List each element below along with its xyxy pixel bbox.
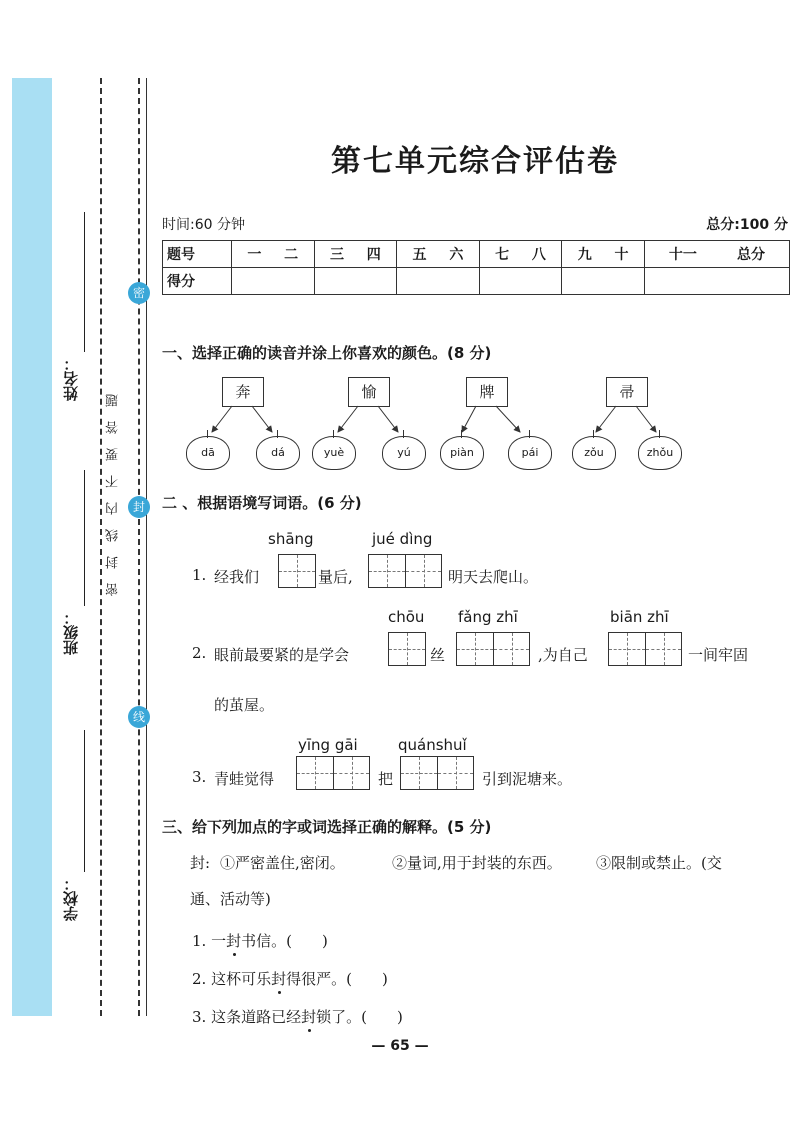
name-field: 姓名： [62,356,80,401]
tian-grid-q1b[interactable] [368,554,442,588]
pinyin-apple-2b[interactable]: yú [382,436,426,470]
q2-1-text-b: 量后, [318,568,353,586]
seal-feng: 封 [128,496,150,518]
score-row-label: 得分 [163,268,232,295]
pinyin-fangzhi: fǎng zhī [458,608,518,626]
definition-3-continuation: 通、活动等) [190,890,271,908]
q2-3-num: 3. [192,768,207,786]
col-3: 三 [329,247,344,263]
col-5: 五 [412,247,427,263]
school-field: 学校： [62,876,80,921]
col-8: 八 [531,247,546,263]
tian-grid-q2a[interactable] [388,632,426,666]
pinyin-shang: shāng [268,530,314,548]
col-1: 一 [247,247,262,263]
score-header-label: 题号 [163,241,232,268]
pinyin-apple-3b[interactable]: pái [508,436,552,470]
pinyin-apple-4b[interactable]: zhǒu [638,436,682,470]
q2-2-text-c: ,为自己 [538,646,588,664]
col-10: 十 [614,247,629,263]
char-box-4: 帚 [606,377,648,407]
col-9: 九 [577,247,592,263]
page-title: 第七单元综合评估卷 [331,144,619,179]
pinyin-apple-1b[interactable]: dá [256,436,300,470]
char-box-1: 奔 [222,377,264,407]
definition-3: ③限制或禁止。(交 [596,854,722,872]
tian-grid-q2c[interactable] [608,632,682,666]
dotted-char-3: 封 [301,1008,317,1026]
q2-2-num: 2. [192,644,207,662]
tian-grid-q1a[interactable] [278,554,316,588]
class-field: 班级： [62,610,80,655]
char-box-3: 牌 [466,377,508,407]
time-limit: 时间:60 分钟 [162,217,245,233]
char-box-2: 愉 [348,377,390,407]
tian-grid-q2b[interactable] [456,632,530,666]
definition-2: ②量词,用于封装的东西。 [392,854,562,872]
seal-notice: 密封线内不要答题 [106,380,121,596]
col-7: 七 [495,247,510,263]
pinyin-apple-3a[interactable]: piàn [440,436,484,470]
col-2: 二 [284,247,299,263]
q2-1-text-c: 明天去爬山。 [448,568,539,586]
section-2-title: 二 、根据语境写词语。(6 分) [162,494,362,512]
col-6: 六 [449,247,464,263]
dotted-char-2: 封 [271,970,287,988]
definition-char: 封: [190,854,211,872]
q3-item-2: 2. 这杯可乐封得很严。( ) [192,970,388,988]
q2-3-text-a: 青蛙觉得 [214,770,275,788]
pinyin-quanshui: quánshuǐ [398,736,467,754]
pinyin-bianzhi: biān zhī [610,608,669,626]
q2-3-text-b: 把 [378,770,394,788]
pinyin-apple-4a[interactable]: zǒu [572,436,616,470]
seal-xian: 线 [128,706,150,728]
pinyin-chou: chōu [388,608,425,626]
q2-3-text-c: 引到泥塘来。 [482,770,573,788]
seal-mi: 密 [128,282,150,304]
pinyin-apple-1a[interactable]: dā [186,436,230,470]
q2-2-text-a: 眼前最要紧的是学会 [214,646,350,664]
page-number: — 65 — [371,1038,429,1054]
q2-2-continuation: 的茧屋。 [214,696,275,714]
tian-grid-q3a[interactable] [296,756,370,790]
section-3-title: 三、给下列加点的字或词选择正确的解释。(5 分) [162,818,492,836]
tian-grid-q3b[interactable] [400,756,474,790]
q3-item-3: 3. 这条道路已经封锁了。( ) [192,1008,403,1026]
definition-1: ①严密盖住,密闭。 [220,854,345,872]
q2-1-text-a: 经我们 [214,568,260,586]
pinyin-jueding: jué dìng [372,530,433,548]
q3-item-1: 1. 一封书信。( ) [192,932,328,950]
pinyin-apple-2a[interactable]: yuè [312,436,356,470]
col-total: 总分 [736,247,765,263]
col-4: 四 [366,247,381,263]
q2-1-num: 1. [192,566,207,584]
col-11: 十一 [668,247,697,263]
section-1-title: 一、选择正确的读音并涂上你喜欢的颜色。(8 分) [162,344,492,362]
dotted-char-1: 封 [226,932,242,950]
pinyin-yinggai: yīng gāi [298,736,358,754]
q2-2-text-b: 丝 [430,646,446,664]
total-score: 总分:100 分 [706,217,788,233]
q2-2-text-d: 一间牢固 [688,646,749,664]
